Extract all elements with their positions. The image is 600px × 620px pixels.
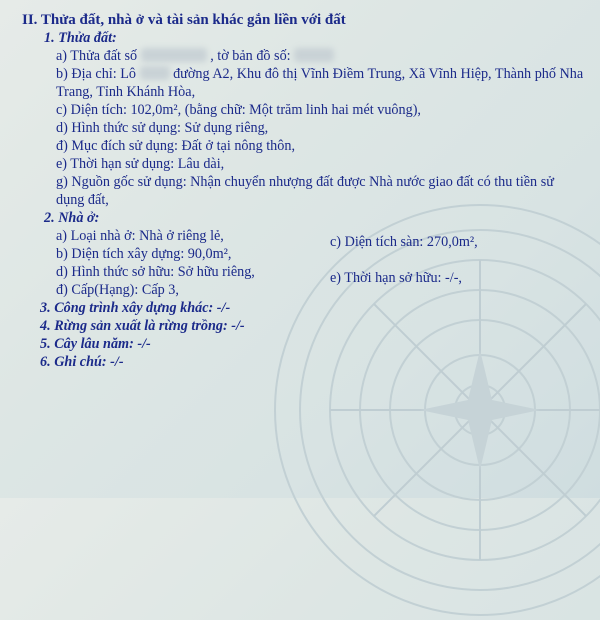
land-item-dd: đ) Mục đích sử dụng: Đất ở tại nông thôn,	[56, 138, 296, 154]
house-title: 2. Nhà ở:	[44, 210, 100, 226]
drum-watermark-image	[270, 200, 600, 620]
notes-item: 6. Ghi chú: -/-	[40, 354, 124, 370]
redacted-lot-number	[140, 66, 170, 80]
house-item-a: a) Loại nhà ở: Nhà ở riêng lẻ,	[56, 228, 224, 244]
land-item-b-line2: Trang, Tỉnh Khánh Hòa,	[56, 84, 196, 100]
perennial-trees-item: 5. Cây lâu năm: -/-	[40, 336, 151, 352]
planted-forest-item: 4. Rừng sản xuất là rừng trồng: -/-	[40, 318, 245, 334]
land-item-d: d) Hình thức sử dụng: Sử dụng riêng,	[56, 120, 269, 136]
land-item-b-line1: b) Địa chỉ: Lô đường A2, Khu đô thị Vĩnh Điềm Trung, Xã Vĩnh Hiệp, Thành phố Nha	[56, 66, 584, 82]
house-item-d: d) Hình thức sở hữu: Sở hữu riêng,	[56, 264, 255, 280]
land-item-g-line2: dụng đất,	[56, 192, 109, 208]
house-item-e: e) Thời hạn sở hữu: -/-,	[330, 270, 462, 286]
land-item-e: e) Thời hạn sử dụng: Lâu dài,	[56, 156, 225, 172]
other-structures-item: 3. Công trình xây dựng khác: -/-	[40, 300, 231, 316]
land-item-a: a) Thửa đất số , tờ bản đồ số:	[56, 47, 334, 65]
house-item-c: c) Diện tích sàn: 270,0m²,	[330, 234, 478, 250]
redacted-parcel-number	[141, 48, 207, 62]
land-item-c: c) Diện tích: 102,0m², (bằng chữ: Một trăm linh hai mét vuông),	[56, 102, 421, 118]
land-item-g-line1: g) Nguồn gốc sử dụng: Nhận chuyển nhượng đất được Nhà nước giao đất có thu tiền sử	[56, 174, 554, 190]
house-item-b: b) Diện tích xây dựng: 90,0m²,	[56, 246, 232, 262]
land-title: 1. Thửa đất:	[44, 30, 117, 46]
redacted-map-number	[294, 48, 334, 62]
section-heading: II. Thửa đất, nhà ở và tài sản khác gắn liền với đất	[22, 12, 346, 28]
house-item-dd: đ) Cấp(Hạng): Cấp 3,	[56, 282, 179, 298]
